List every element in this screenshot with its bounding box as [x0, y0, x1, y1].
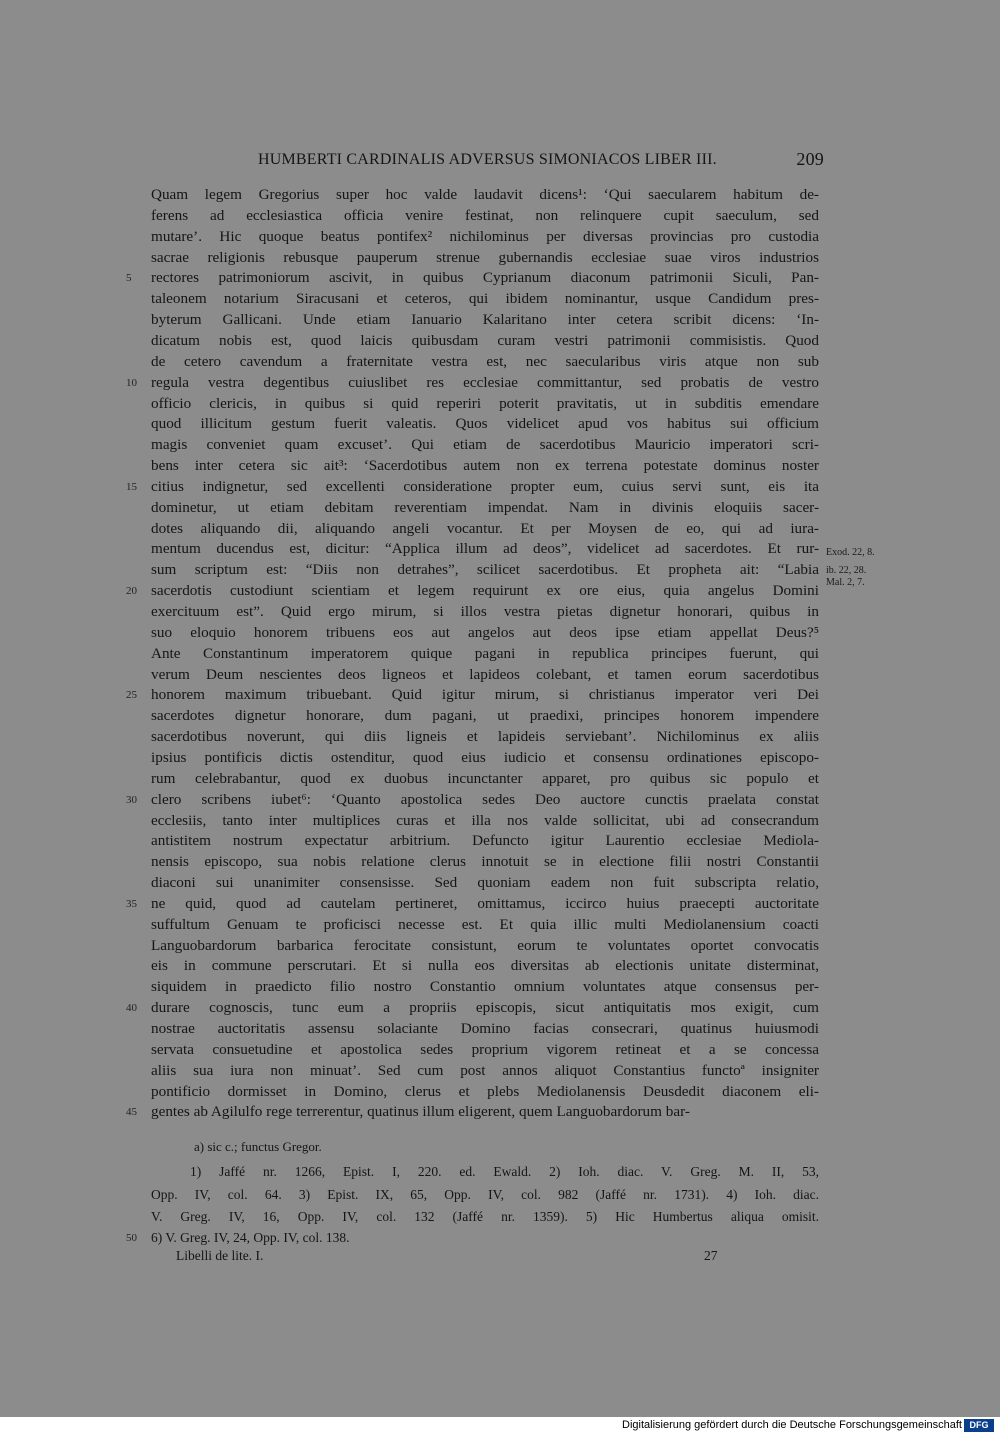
text-line: nostrae auctoritatis assensu solaciante Domino facias consecrari, quatinus huiusmodi: [151, 1020, 819, 1037]
text-line: ferens ad ecclesiastica officia venire festinat, non relinquere cupit saeculum, sed: [151, 206, 819, 224]
text-line: sacerdotibus noverunt, qui diis ligneis et lapideis serviebant’. Nichilominus ex aliis: [151, 728, 819, 746]
text-line: Ante Constantinum imperatorem quique pagani in republica principes fuerunt, qui: [151, 644, 819, 662]
text-line: taleonem notarium Siracusani et ceteros, qui ibidem nominantur, usque Candidum pres-: [151, 290, 819, 308]
line-number: 30: [126, 793, 137, 806]
footnote-variant: a) sic c.; functus Gregor.: [194, 1139, 322, 1154]
text-line: citius indignetur, sed excellenti consideratione propter eum, cuius servi sunt, eis ita: [151, 477, 819, 495]
text-line: sum scriptum est: “Diis non detrahes”, scilicet sacerdotibus. Et propheta ait: “Labia: [151, 561, 819, 579]
line-number: 35: [126, 897, 137, 910]
text-line: dotes aliquando dii, aliquando angeli vocantur. Et per Moysen de eo, qui ad iura-: [151, 519, 819, 537]
margin-note-mal: Mal. 2, 7.: [826, 577, 865, 588]
text-line: suo eloquio honorem tribuens eos aut angelos aut deos ipse etiam appellat Deus?⁵: [151, 623, 819, 641]
text-line: Quam legem Gregorius super hoc valde laudavit dicens¹: ‘Qui saecularem habitum de-: [151, 186, 819, 203]
text-line: siquidem in praedicto filio nostro Constantio omnium voluntates atque consensus per-: [151, 978, 819, 996]
text-line: gentes ab Agilulfo rege terrerentur, quatinus illum eligerent, quem Languobardorum bar-: [151, 1103, 690, 1121]
text-line: aliis sua iura non minuat’. Sed cum post annos aliquot Constantius functoª insigniter: [151, 1061, 819, 1079]
footnote-line: 6) V. Greg. IV, 24, Opp. IV, col. 138.: [151, 1230, 350, 1245]
text-line: sacerdotis custodiunt scientiam et legem requirunt ex ore eius, quia angelus Domini: [151, 582, 819, 600]
margin-note-ib: ib. 22, 28.: [826, 565, 867, 576]
line-number: 45: [126, 1106, 137, 1119]
text-line: Languobardorum barbarica ferocitate consistunt, eorum te voluntates oportet convocatis: [151, 936, 819, 954]
margin-note-exod: Exod. 22, 8.: [826, 547, 875, 558]
text-line: ecclesiis, tanto inter multiplices curas et illa nos valde sollicitat, ubi ad consecrandum: [151, 811, 819, 829]
text-line: officio clericis, in quibus si quid reperiri poterit pravitatis, ut in subditis emendare: [151, 394, 819, 412]
text-line: bens inter cetera sic ait³: ‘Sacerdotibus autem non ex terrena potestate dominus noster: [151, 457, 819, 475]
page-number: 209: [796, 149, 824, 169]
text-line: rum celebrabantur, quod ex duobus incunctanter apparet, pro quibus sic populo et: [151, 769, 819, 787]
text-line: rectores patrimoniorum ascivit, in quibus Cyprianum diaconum patrimonii Siculi, Pan-: [151, 269, 819, 287]
text-line: sacerdotes dignetur honorare, dum pagani, ut praedixi, principes honorem impendere: [151, 707, 819, 725]
text-line: suffultum Genuam te proficisci necesse est. Et quia illic multi Mediolanensium coacti: [151, 915, 819, 933]
text-line: honorem maximum tribuebant. Quid igitur mirum, si christianus imperator veri Dei: [151, 686, 819, 704]
line-number-50: 50: [126, 1232, 137, 1244]
footnote-line: V. Greg. IV, 16, Opp. IV, col. 132 (Jaffé nr. 1359). 5) Hic Humbertus aliqua omisit.: [151, 1209, 819, 1224]
line-number: 15: [126, 480, 137, 493]
text-line: ipsius pontificis dictis ostenditur, quod eius iudicio et consensu ordinationes episcopo-: [151, 748, 819, 766]
text-line: pontificio dormisset in Domino, clerus et plebs Mediolanensis Deusdedit diaconem eli-: [151, 1082, 819, 1100]
running-title: HUMBERTI CARDINALIS ADVERSUS SIMONIACOS LIBER III.: [258, 151, 717, 168]
text-line: verum Deum nescientes deos ligneos et lapideos colebant, et tamen eorum sacerdotibus: [151, 665, 819, 683]
text-line: dominetur, ut etiam debitam reverentiam impendat. Nam in divinis eloquiis sacer-: [151, 498, 819, 516]
text-line: regula vestra degentibus cuiuslibet res ecclesiae committantur, sed probatis de vestro: [151, 373, 819, 391]
dfg-logo: DFG: [964, 1419, 994, 1432]
footer-credit: Digitalisierung gefördert durch die Deutsche Forschungsgemeinschaft: [622, 1419, 962, 1431]
text-line: ne quid, quod ad cautelam pertineret, omittamus, iccirco huius praecepti auctoritate: [151, 894, 819, 912]
text-line: byterum Gallicani. Unde etiam Ianuario Kalaritano inter cetera scribit dicens: ‘In-: [151, 311, 819, 329]
line-number: 40: [126, 1002, 137, 1015]
running-header: [258, 151, 824, 175]
text-line: mentum ducendus est, dicitur: “Applica illum ad deos”, videlicet ad sacerdotes. Et rur-: [151, 540, 819, 558]
text-line: durare cognoscis, tunc eum a propriis episcopis, sicut antiquitatis mos exigit, cum: [151, 999, 819, 1017]
line-number: 5: [126, 272, 132, 285]
signature-mark: Libelli de lite. I.: [176, 1248, 264, 1263]
text-line: diaconi sui unanimiter consensisse. Sed quoniam eadem non fuit subscripta relatio,: [151, 874, 819, 892]
line-number: 20: [126, 585, 137, 598]
footnote-line: 1) Jaffé nr. 1266, Epist. I, 220. ed. Ewald. 2) Ioh. diac. V. Greg. M. II, 53,: [190, 1164, 819, 1179]
text-line: eis in commune perscrutari. Et si nulla eos diversitas ab electionis unitate disterminat,: [151, 957, 819, 975]
text-line: de cetero cavendum a fraternitate vestra est, nec saecularibus viris atque non sub: [151, 352, 819, 370]
text-line: magis conveniet quam excuset’. Qui etiam de sacerdotibus Mauricio imperatori scri-: [151, 436, 819, 454]
text-line: clero scribens iubet⁶: ‘Quanto apostolica sedes Deo auctore cunctis praelata constat: [151, 790, 819, 808]
text-line: antistitem nostrum expectatur arbitrium. Defuncto igitur Laurentio ecclesiae Mediola-: [151, 832, 819, 850]
line-number: 10: [126, 376, 137, 389]
text-line: quod illicitum gestum fuerit valeatis. Quos videlicet apud vos habitus sui officium: [151, 415, 819, 433]
text-line: sacrae religionis rebusque pauperum strenue gubernandis ecclesiae suae viros industrios: [151, 248, 819, 266]
footnote-line: Opp. IV, col. 64. 3) Epist. IX, 65, Opp. IV, col. 982 (Jaffé nr. 1731). 4) Ioh. diac.: [151, 1187, 819, 1202]
text-line: servata consuetudine et apostolica sedes proprium vigorem retineat et a se concessa: [151, 1040, 819, 1058]
text-line: exercituum est”. Quid ergo mirum, si illos vestra pietas dignetur honorari, quibus in: [151, 603, 819, 620]
text-line: nensis episcopo, sua nobis relatione clerus innotuit se in electione filii nostri Constantii: [151, 853, 819, 871]
line-number: 25: [126, 689, 137, 702]
text-line: dicatum nobis est, quod laicis quibusdam curam vestri patrimonii commisistis. Quod: [151, 331, 819, 349]
signature-number: 27: [704, 1248, 718, 1263]
text-line: mutare’. Hic quoque beatus pontifex² nichilominus per diversas provincias pro custodia: [151, 227, 819, 245]
